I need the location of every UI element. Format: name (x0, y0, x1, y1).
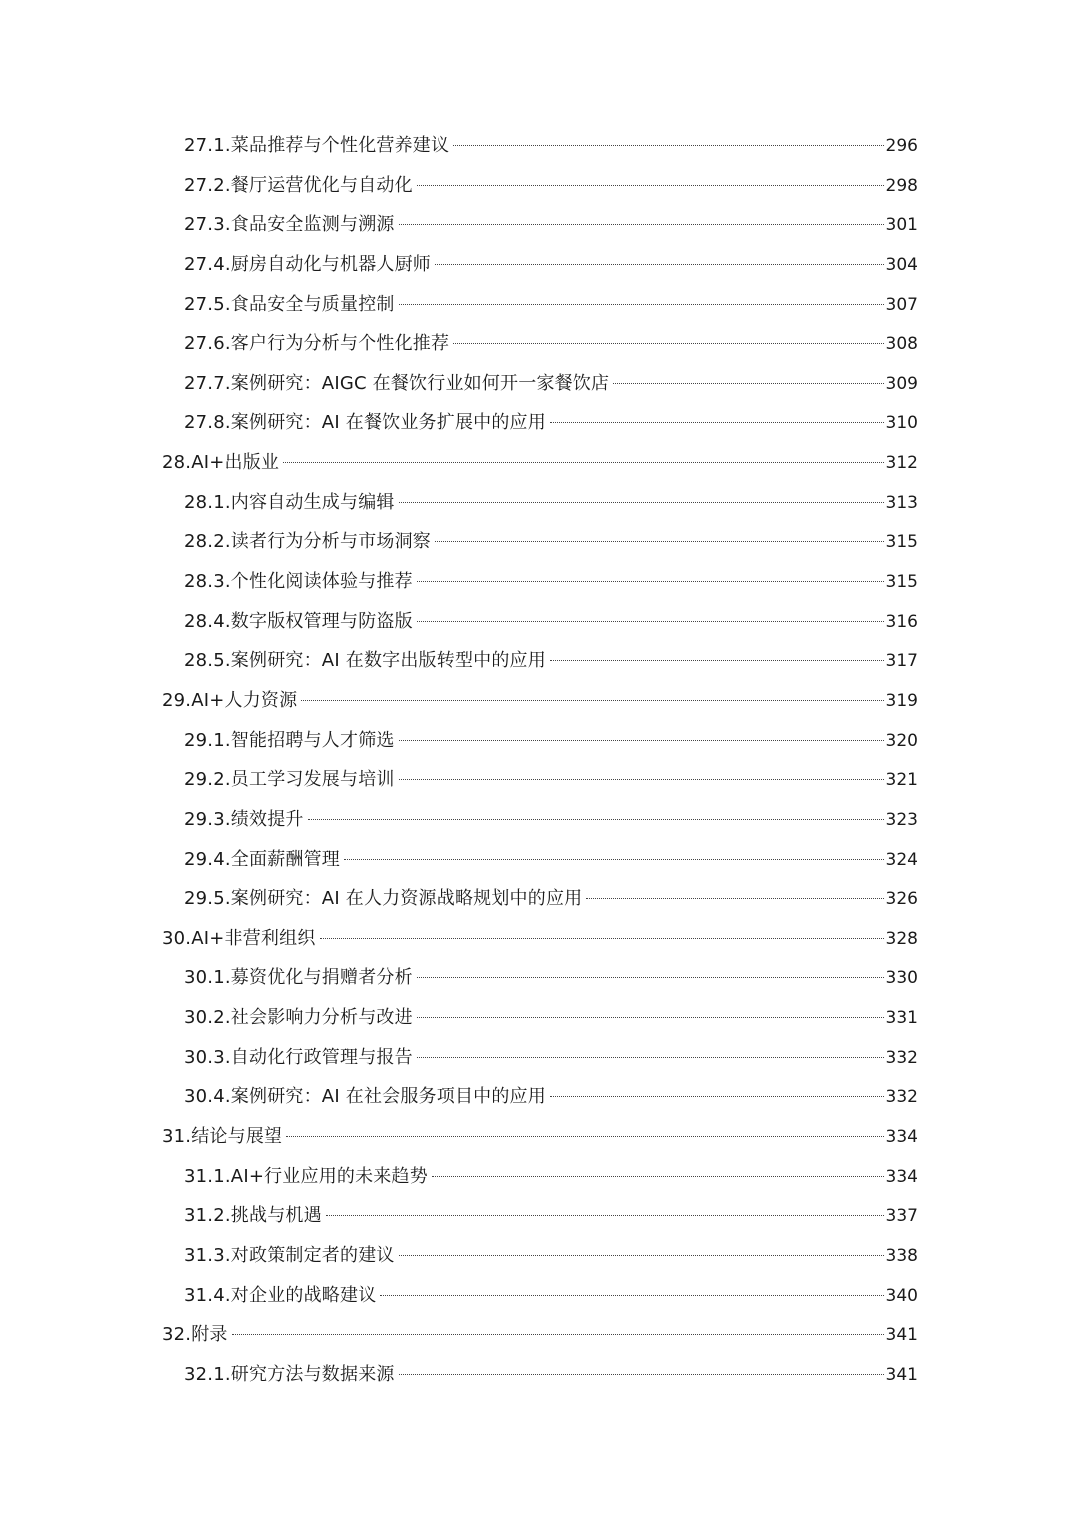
toc-section-entry[interactable] (162, 958, 918, 998)
toc-page-number: 298 (885, 175, 918, 196)
toc-entry-title: 28.3.个性化阅读体验与推荐 (184, 571, 413, 593)
toc-dot-leader (432, 1176, 884, 1177)
toc-page-number: 334 (885, 1127, 918, 1148)
toc-page-number: 296 (885, 136, 918, 156)
toc-section-entry[interactable] (162, 1077, 918, 1117)
toc-section-entry[interactable] (162, 205, 918, 245)
toc-page-number: 321 (885, 770, 918, 791)
toc-section-entry[interactable] (162, 1038, 918, 1078)
toc-page-number: 307 (885, 294, 918, 315)
toc-section-entry[interactable] (162, 1196, 918, 1236)
toc-entry-title: 31.4.对企业的战略建议 (184, 1284, 377, 1306)
toc-section-entry[interactable] (162, 721, 918, 761)
toc-dot-leader (308, 819, 884, 820)
toc-dot-leader (399, 502, 884, 503)
toc-section-entry[interactable] (162, 602, 918, 642)
toc-dot-leader (435, 264, 884, 265)
toc-section-entry[interactable] (162, 1157, 918, 1197)
toc-dot-leader (417, 621, 884, 622)
toc-dot-leader (435, 541, 884, 542)
toc-entry-title: 27.4.厨房自动化与机器人厨师 (184, 253, 431, 275)
toc-dot-leader (399, 740, 884, 741)
toc-page-number: 340 (885, 1285, 918, 1306)
toc-dot-leader (417, 1017, 884, 1018)
toc-section-entry[interactable] (162, 1355, 918, 1395)
toc-section-entry[interactable] (162, 245, 918, 285)
toc-dot-leader (344, 859, 884, 860)
toc-entry-title: 32.1.研究方法与数据来源 (184, 1363, 395, 1385)
toc-entry-title: 31.3.对政策制定者的建议 (184, 1244, 395, 1266)
toc-dot-leader (399, 779, 884, 780)
toc-entry-title: 29.1.智能招聘与人才筛选 (184, 729, 395, 751)
toc-dot-leader (232, 1334, 884, 1335)
toc-dot-leader (301, 700, 883, 701)
toc-entry-title: 27.7.案例研究：AIGC 在餐饮行业如何开一家餐饮店 (184, 372, 610, 394)
toc-dot-leader (453, 343, 883, 344)
toc-dot-leader (550, 660, 884, 661)
toc-entry-title: 27.5.食品安全与质量控制 (184, 293, 395, 315)
toc-entry-title: 29.2.员工学习发展与培训 (184, 769, 395, 791)
toc-chapter-entry[interactable] (162, 681, 918, 721)
toc-chapter-entry[interactable] (162, 1117, 918, 1157)
toc-section-entry[interactable] (162, 800, 918, 840)
toc-entry-title: 29.3.绩效提升 (184, 808, 304, 830)
toc-section-entry[interactable] (162, 1276, 918, 1316)
toc-dot-leader (550, 1096, 884, 1097)
toc-page-number: 334 (885, 1166, 918, 1187)
toc-dot-leader (320, 938, 884, 939)
toc-dot-leader (613, 383, 883, 384)
toc-dot-leader (399, 224, 884, 225)
toc-dot-leader (326, 1215, 884, 1216)
toc-dot-leader (417, 581, 884, 582)
toc-section-entry[interactable] (162, 324, 918, 364)
toc-page-number: 328 (885, 928, 918, 949)
table-of-contents (162, 126, 918, 1395)
toc-entry-title: 28.AI+出版业 (162, 452, 280, 474)
toc-dot-leader (399, 1255, 884, 1256)
toc-section-entry[interactable] (162, 760, 918, 800)
toc-section-entry[interactable] (162, 285, 918, 325)
toc-entry-title: 30.2.社会影响力分析与改进 (184, 1007, 413, 1029)
toc-page-number: 331 (885, 1008, 918, 1029)
toc-page-number: 341 (885, 1364, 918, 1385)
toc-dot-leader (283, 462, 883, 463)
toc-dot-leader (417, 185, 884, 186)
toc-page-number: 341 (885, 1325, 918, 1346)
toc-entry-title: 27.3.食品安全监测与溯源 (184, 214, 395, 236)
toc-entry-title: 31.结论与展望 (162, 1126, 283, 1148)
toc-entry-title: 27.1.菜品推荐与个性化营养建议 (184, 135, 450, 156)
toc-dot-leader (286, 1136, 883, 1137)
toc-chapter-entry[interactable] (162, 1315, 918, 1355)
toc-dot-leader (586, 898, 883, 899)
toc-dot-leader (550, 422, 884, 423)
toc-entry-title: 30.3.自动化行政管理与报告 (184, 1046, 413, 1068)
toc-dot-leader (399, 304, 884, 305)
toc-page-number: 313 (885, 492, 918, 513)
toc-section-entry[interactable] (162, 840, 918, 880)
toc-section-entry[interactable] (162, 879, 918, 919)
toc-page-number: 319 (885, 690, 918, 711)
toc-section-entry[interactable] (162, 522, 918, 562)
toc-entry-title: 27.2.餐厅运营优化与自动化 (184, 174, 413, 196)
toc-entry-title: 28.1.内容自动生成与编辑 (184, 491, 395, 513)
toc-page-number: 324 (885, 849, 918, 870)
toc-page-number: 304 (885, 254, 918, 275)
toc-page-number: 338 (885, 1245, 918, 1266)
toc-section-entry[interactable] (162, 483, 918, 523)
toc-dot-leader (417, 977, 884, 978)
toc-entry-title: 29.5.案例研究：AI 在人力资源战略规划中的应用 (184, 888, 583, 910)
toc-section-entry[interactable] (162, 998, 918, 1038)
toc-dot-leader (453, 145, 883, 146)
toc-entry-title: 31.2.挑战与机遇 (184, 1205, 322, 1227)
toc-page-number: 310 (885, 413, 918, 434)
toc-page-number: 315 (885, 572, 918, 593)
toc-entry-title: 29.AI+人力资源 (162, 689, 298, 711)
toc-section-entry[interactable] (162, 641, 918, 681)
toc-dot-leader (399, 1374, 884, 1375)
toc-entry-title: 28.5.案例研究：AI 在数字出版转型中的应用 (184, 650, 546, 672)
toc-page-number: 337 (885, 1206, 918, 1227)
toc-page-number: 332 (885, 1087, 918, 1108)
toc-page-number: 332 (885, 1047, 918, 1068)
toc-entry-title: 31.1.AI+行业应用的未来趋势 (184, 1165, 428, 1187)
toc-section-entry[interactable] (162, 126, 918, 166)
toc-entry-title: 27.8.案例研究：AI 在餐饮业务扩展中的应用 (184, 412, 546, 434)
toc-page-number: 315 (885, 532, 918, 553)
toc-page-number: 326 (885, 889, 918, 910)
toc-chapter-entry[interactable] (162, 919, 918, 959)
toc-page-number: 330 (885, 968, 918, 989)
toc-section-entry[interactable] (162, 166, 918, 206)
toc-section-entry[interactable] (162, 364, 918, 404)
toc-entry-title: 30.4.案例研究：AI 在社会服务项目中的应用 (184, 1086, 546, 1108)
toc-page-number: 323 (885, 809, 918, 830)
toc-chapter-entry[interactable] (162, 443, 918, 483)
toc-entry-title: 30.AI+非营利组织 (162, 927, 316, 949)
toc-dot-leader (380, 1295, 883, 1296)
toc-entry-title: 30.1.募资优化与捐赠者分析 (184, 967, 413, 989)
toc-page-number: 308 (885, 334, 918, 355)
toc-entry-title: 28.2.读者行为分析与市场洞察 (184, 531, 431, 553)
toc-section-entry[interactable] (162, 562, 918, 602)
toc-entry-title: 32.附录 (162, 1324, 228, 1346)
toc-page-number: 320 (885, 730, 918, 751)
toc-dot-leader (417, 1057, 884, 1058)
toc-entry-title: 27.6.客户行为分析与个性化推荐 (184, 333, 450, 355)
toc-section-entry[interactable] (162, 403, 918, 443)
toc-page-number: 309 (885, 373, 918, 394)
toc-page-number: 316 (885, 611, 918, 632)
toc-page-number: 317 (885, 651, 918, 672)
toc-page-number: 301 (885, 215, 918, 236)
toc-section-entry[interactable] (162, 1236, 918, 1276)
toc-page-number: 312 (885, 453, 918, 474)
toc-entry-title: 29.4.全面薪酬管理 (184, 848, 340, 870)
toc-entry-title: 28.4.数字版权管理与防盗版 (184, 610, 413, 632)
